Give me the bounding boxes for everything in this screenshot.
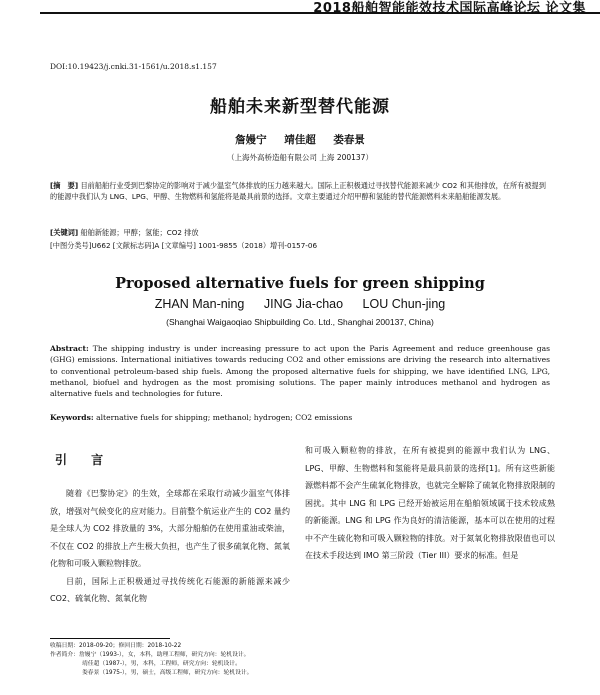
english-affiliation: (Shanghai Waigaoqiao Shipbuilding Co. Ltd., Shanghai 200137, China): [166, 317, 434, 327]
classification-line: [中图分类号]U662 [文献标志码]A [文章编号] 1001-9855（2018）增刊-0157-06: [50, 241, 318, 250]
chinese-keywords: [50, 228, 550, 238]
author-bio-3: 娄春景（1975-），男，硕士，高级工程师，研究方向：轮机设计。: [82, 670, 253, 676]
chinese-abstract: [50, 180, 550, 202]
author-en-2: JING Jia-chao: [263, 297, 344, 311]
chinese-keywords-label: [关键词]: [50, 228, 79, 237]
english-keywords-text: alternative fuels for shipping; methanol; hydrogen; CO2 emissions: [96, 413, 353, 422]
doi-line: DOI:10.19423/j.cnki.31-1561/u.2018.s1.157: [50, 62, 217, 71]
chinese-authors: [0, 132, 600, 147]
chinese-title: 船舶未来新型替代能源: [210, 97, 390, 117]
author-cn-2: 靖佳超: [284, 134, 316, 146]
footnote-rule: [50, 638, 170, 639]
section-heading-introduction: 引 言: [55, 453, 114, 467]
chinese-keywords-text: 船舶新能源；甲醇；氢能；CO2 排放: [80, 228, 199, 237]
author-cn-3: 娄春景: [333, 134, 365, 146]
chinese-affiliation: （上海外高桥造船有限公司 上海 200137）: [227, 153, 373, 162]
author-bio-2: 靖佳超（1987-），男，本科，工程师，研究方向：轮机设计。: [82, 661, 241, 667]
body-paragraph: 随着《巴黎协定》的生效，全球都在采取行动减少温室气体排放，增强对气候变化的应对能力。目前整个航运业产生的 CO2 量约是全球人为 CO2 排放量的 3%，大部分船舶仍在使用重油或柴油，不仅在 CO2 的排放上产生极大负担，也产生了很多硫氧化物、氮氧化物和可吸入颗粒物排放。: [50, 489, 290, 568]
chinese-abstract-text: 目前船舶行业受到巴黎协定的影响对于减少温室气体排放的压力越来越大。国际上正积极通过寻找替代能源来减少 CO2 和其他排放，在所有被提到的能源中我们认为 LNG、LPG、甲醇、生物燃料和氢能将是最具前景的选择。文章主要通过介绍甲醇和氢能的替代能源燃料未来船舶能源发展。: [50, 181, 546, 201]
english-keywords-label: Keywords:: [50, 413, 94, 422]
english-authors: [0, 297, 600, 311]
english-keywords: [50, 413, 550, 422]
footnotes: [50, 642, 550, 678]
author-cn-1: 詹嫚宁: [235, 134, 267, 146]
author-bio-label: 作者简介：: [50, 652, 79, 658]
english-abstract-label: Abstract:: [50, 344, 89, 353]
chinese-abstract-label: [摘 要]: [50, 181, 79, 190]
body-paragraph: 目前，国际上正积极通过寻找传统化石能源的新能源来减少 CO2、硫氧化物、氮氧化物: [50, 576, 290, 603]
author-en-3: LOU Chun-jing: [362, 297, 446, 311]
body-column-left: [50, 485, 290, 608]
author-bio-1: 作者简介：詹嫚宁（1993-），女，本科，助理工程师，研究方向：轮机设计。: [50, 652, 250, 658]
body-column-right: [305, 442, 555, 565]
journal-header-title: 2018船舶智能能效技术国际高峰论坛 论文集: [313, 1, 586, 16]
body-paragraph-continued: 和可吸入颗粒物的排放，在所有被提到的能源中我们认为 LNG、LPG、甲醇、生物燃料和氢能将是最具前景的选择[1]。所有这些新能源燃料都不会产生硫氧化物排放，也就完全解除了硫氧化物排放限制的困扰。其中 LNG 和 LPG 已经开始被运用在船舶领域属于技术较成熟的新能源。LNG 和 LPG 作为良好的清洁能源，基本可以在使用的过程中不产生硫化物和可吸入颗粒物的排放。对于氮氧化物排放限值也可以在技术手段达到 IMO 第三阶段（Tier III）要求的标准。但是: [305, 446, 555, 560]
received-date: 收稿日期：2018-09-20；修回日期：2018-10-22: [50, 643, 182, 649]
english-abstract-text: The shipping industry is under increasing pressure to act upon the Paris Agreement and reduce greenhouse gas (GHG) emissions. International initiatives towards reducing CO2 and other emissions are driving the research into alternatives to conventional petroleum-based ship fuels. Among the proposed alternative fuels for shipping, we have identified LNG, LPG, methanol, biofuel and hydrogen as the most promising solutions. The paper mainly introduces methanol and hydrogen as alternative fuels and technologies for future.: [50, 344, 551, 399]
english-title: Proposed alternative fuels for green shipping: [115, 275, 485, 292]
english-abstract: [50, 343, 550, 399]
author-en-1: ZHAN Man-ning: [154, 297, 245, 311]
